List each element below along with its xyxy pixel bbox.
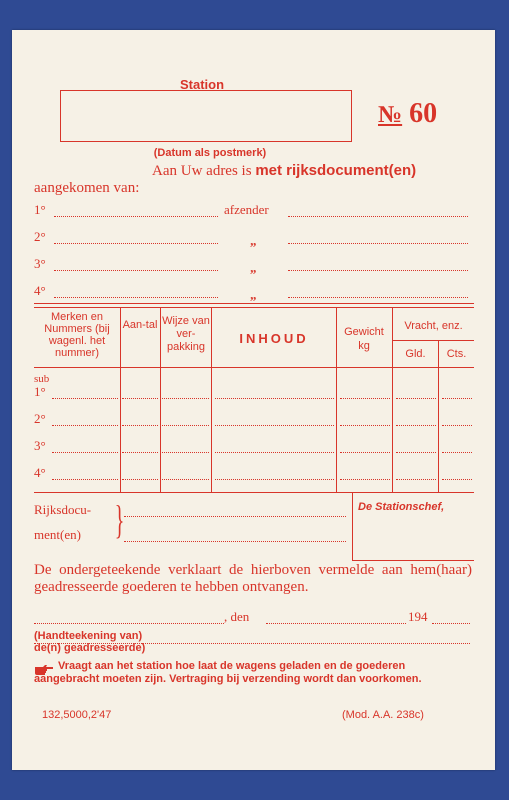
table-row-line[interactable] xyxy=(52,452,118,453)
table-header-line xyxy=(34,367,474,368)
print-code: 132,5000,2'47 xyxy=(42,709,112,721)
table-col-divider xyxy=(336,307,337,492)
sender-line[interactable] xyxy=(288,243,468,244)
table-row-num: 2° xyxy=(34,411,46,426)
table-row-line[interactable] xyxy=(52,425,118,426)
declaration-text: De ondergeteekende verklaart de hierboven vermelde aan hem(haar) geadresseerde goederen te hebben ontvangen. xyxy=(34,562,472,595)
arrival-num: 1° xyxy=(34,202,46,217)
address-line-bold: met rijksdocument(en) xyxy=(255,162,417,179)
col-cts-header: Cts. xyxy=(446,348,467,360)
documents-line[interactable] xyxy=(124,541,346,542)
arrival-num: 4° xyxy=(34,283,46,298)
table-row-line[interactable] xyxy=(122,479,158,480)
station-box[interactable] xyxy=(60,90,352,142)
documents-line[interactable] xyxy=(124,516,346,517)
place-line[interactable] xyxy=(34,623,224,624)
sender-line[interactable] xyxy=(288,216,468,217)
col-weight-header: Gewicht kg xyxy=(344,326,384,352)
table-row-line[interactable] xyxy=(215,425,334,426)
table-row-num: 1° xyxy=(34,384,46,399)
table-row-line[interactable] xyxy=(442,425,472,426)
documents-label-1: Rijksdocu- xyxy=(34,502,92,517)
date-line[interactable] xyxy=(266,623,406,624)
sub-label: sub xyxy=(34,373,50,385)
table-row-line[interactable] xyxy=(162,479,209,480)
notice-text: Vraagt aan het station hoe laat de wagens geladen en de goederen aangebracht moeten zijn. Vertraging bij verzending wordt dan voorkomen. xyxy=(34,660,422,685)
signature-label-1: (Handteekening van) xyxy=(34,630,143,642)
sender-line[interactable] xyxy=(288,297,468,298)
stationchef-box-bottom xyxy=(352,560,474,561)
arrival-num: 2° xyxy=(34,229,46,244)
table-row-line[interactable] xyxy=(442,398,472,399)
address-line xyxy=(152,162,416,180)
year-label: 194 xyxy=(408,609,428,624)
arrival-origin-line[interactable] xyxy=(54,270,218,271)
arrived-label: aangekomen van: xyxy=(34,180,140,196)
table-row-line[interactable] xyxy=(52,398,118,399)
number-value: 60 xyxy=(409,98,438,129)
arrival-origin-line[interactable] xyxy=(54,216,218,217)
stationchef-box-left xyxy=(352,492,353,560)
table-row-line[interactable] xyxy=(396,479,436,480)
col-gld-header: Gld. xyxy=(405,348,426,360)
col-packaging-header: Wijze van ver-pakking xyxy=(162,315,210,353)
date-note: (Datum als postmerk) xyxy=(153,147,267,159)
address-line-normal: Aan Uw adres is xyxy=(152,163,256,179)
table-row-line[interactable] xyxy=(122,425,158,426)
table-top-line xyxy=(34,303,474,304)
arrival-num: 3° xyxy=(34,256,46,271)
table-row-line[interactable] xyxy=(122,452,158,453)
table-row-line[interactable] xyxy=(340,398,390,399)
table-row-line[interactable] xyxy=(162,398,209,399)
table-row-line[interactable] xyxy=(396,398,436,399)
table-row-line[interactable] xyxy=(122,398,158,399)
card-number xyxy=(378,98,437,130)
ditto-mark: „ xyxy=(250,287,257,302)
station-label: Station xyxy=(179,77,225,92)
freight-subheader-line xyxy=(392,340,474,341)
col-content-header: INHOUD xyxy=(239,331,309,346)
table-col-divider xyxy=(160,307,161,492)
table-row-line[interactable] xyxy=(396,425,436,426)
table-row-line[interactable] xyxy=(52,479,118,480)
ditto-mark: „ xyxy=(250,233,257,248)
arrival-origin-line[interactable] xyxy=(54,243,218,244)
stationchef-label: De Stationschef, xyxy=(358,501,445,513)
table-row-line[interactable] xyxy=(215,479,334,480)
table-col-divider xyxy=(392,307,393,492)
table-row-line[interactable] xyxy=(340,479,390,480)
col-count-header: Aan-tal xyxy=(122,319,158,331)
col-marks-header: Merken en Nummers (bij wagenl. het nummer) xyxy=(44,311,110,359)
table-col-divider xyxy=(438,340,439,492)
documents-label-2: ment(en) xyxy=(34,527,81,542)
number-prefix: № xyxy=(378,102,403,128)
table-row-line[interactable] xyxy=(396,452,436,453)
sender-label: afzender xyxy=(224,202,269,217)
table-row-line[interactable] xyxy=(442,479,472,480)
railway-arrival-card xyxy=(12,30,495,770)
documents-brace: } xyxy=(114,497,125,542)
arrival-origin-line[interactable] xyxy=(54,297,218,298)
table-row-line[interactable] xyxy=(162,452,209,453)
table-row-line[interactable] xyxy=(340,452,390,453)
date-den-label: , den xyxy=(224,609,250,624)
year-line[interactable] xyxy=(432,623,470,624)
table-row-num: 3° xyxy=(34,438,46,453)
table-row-num: 4° xyxy=(34,465,46,480)
table-row-line[interactable] xyxy=(340,425,390,426)
table-top-line xyxy=(34,307,474,308)
table-row-line[interactable] xyxy=(215,398,334,399)
table-row-line[interactable] xyxy=(215,452,334,453)
table-bottom-line xyxy=(34,492,474,493)
signature-label-2: de(n) geadresseerde) xyxy=(34,642,146,654)
ditto-mark: „ xyxy=(250,260,257,275)
model-number: (Mod. A.A. 238c) xyxy=(342,709,424,721)
table-row-line[interactable] xyxy=(162,425,209,426)
signature-label xyxy=(34,630,145,654)
table-col-divider xyxy=(120,307,121,492)
sender-line[interactable] xyxy=(288,270,468,271)
table-row-line[interactable] xyxy=(442,452,472,453)
col-freight-header: Vracht, enz. xyxy=(404,320,463,332)
